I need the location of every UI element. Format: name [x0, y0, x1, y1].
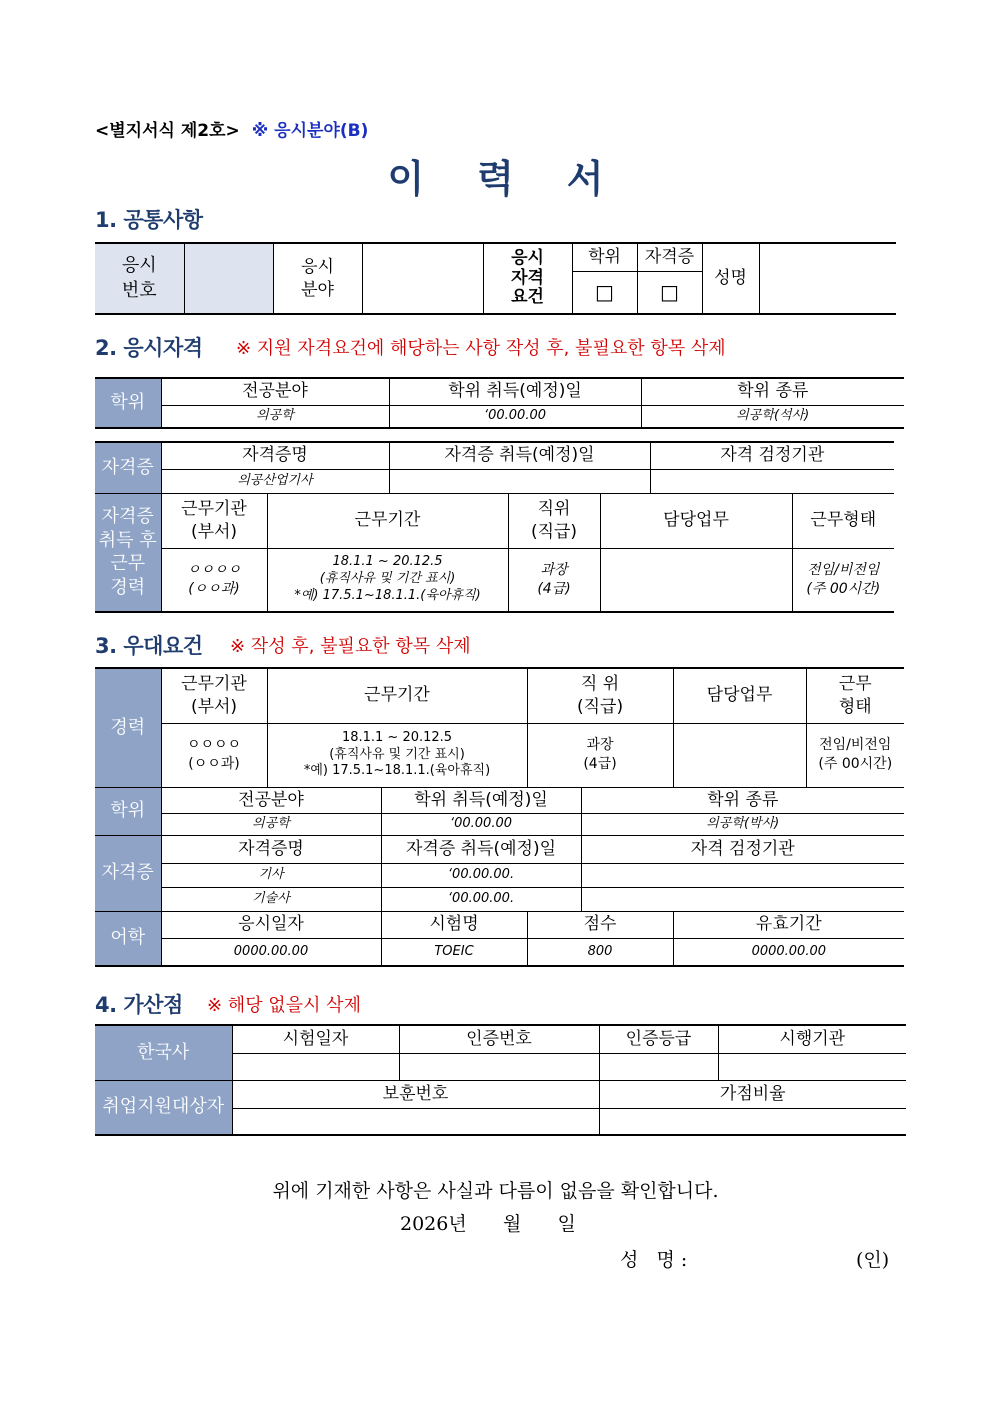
pref-degree-date-header: 학위 취득(예정)일 [381, 787, 581, 813]
pref-duty-value[interactable] [673, 723, 806, 787]
degree-date-header: 학위 취득(예정)일 [389, 378, 641, 405]
veteran-no-header: 보훈번호 [232, 1080, 599, 1108]
cert-agency-header: 자격 검정기관 [650, 442, 894, 469]
cert-header: 자격증 [637, 243, 702, 271]
pref-degree-type-header: 학위 종류 [581, 787, 904, 813]
pref-org-value[interactable]: ㅇㅇㅇㅇ (ㅇㅇ과) [161, 723, 267, 787]
career-label: 자격증 취득 후 근무 경력 [95, 493, 161, 612]
exam-field-input[interactable] [362, 243, 483, 314]
cert-name-value[interactable]: 의공산업기사 [161, 469, 389, 493]
history-agency-header: 시행기관 [718, 1025, 906, 1053]
degree-type-value[interactable]: 의공학(석사) [641, 405, 904, 428]
position-value[interactable]: 과장 (4급) [508, 548, 600, 612]
history-cert-no-header: 인증번호 [399, 1025, 599, 1053]
work-type-value[interactable]: 전임/비전임 (주 00시간) [792, 548, 894, 612]
pref-period-value[interactable]: 18.1.1 ~ 20.12.5 (휴직사유 및 기간 표시) *예) 17.5.1~18.1.1.(육아휴직) [267, 723, 527, 787]
org-value[interactable]: ㅇㅇㅇㅇ (ㅇㅇ과) [161, 548, 267, 612]
period-value[interactable]: 18.1.1 ~ 20.12.5 (휴직사유 및 기간 표시) *예) 17.5.1~18.1.1.(육아휴직) [267, 548, 508, 612]
pref-work-type-header: 근무 형태 [806, 668, 904, 723]
support-label: 취업지원대상자 [95, 1080, 232, 1135]
pref-position-header: 직 위 (직급) [527, 668, 673, 723]
form-label [95, 116, 368, 141]
section-3-heading: 3. 우대요건 [95, 634, 203, 658]
lang-date-value[interactable]: 0000.00.00 [161, 938, 381, 966]
cert-agency-value[interactable] [650, 469, 894, 493]
page-title: 이 력 서 [387, 157, 604, 201]
pref-cert-label: 자격증 [95, 835, 161, 911]
signature-label: 성 명 : [620, 1249, 688, 1271]
history-grade-header: 인증등급 [599, 1025, 718, 1053]
section-4-heading: 4. 가산점 [95, 993, 183, 1017]
pref-work-type-value[interactable]: 전임/비전임 (주 00시간) [806, 723, 904, 787]
field-tag: ※ 응시분야(B) [251, 121, 369, 141]
exam-number-field[interactable] [184, 243, 273, 314]
org-header: 근무기관 (부서) [161, 493, 267, 548]
section-1-heading: 1. 공통사항 [95, 208, 203, 232]
work-type-header: 근무형태 [792, 493, 894, 548]
pref-cert-date-1[interactable]: ‘00.00.00. [381, 863, 581, 887]
major-value[interactable]: 의공학 [161, 405, 389, 428]
degree-type-header: 학위 종류 [641, 378, 904, 405]
degree-date-value[interactable]: ‘00.00.00 [389, 405, 641, 428]
degree-checkbox[interactable]: □ [572, 271, 637, 314]
pref-cert-agency-header: 자격 검정기관 [581, 835, 904, 863]
section-4-note: ※ 해당 없을시 삭제 [207, 995, 361, 1016]
pref-degree-date-value[interactable]: ‘00.00.00 [381, 813, 581, 835]
lang-score-header: 점수 [527, 911, 673, 938]
history-cert-no-field[interactable] [399, 1053, 599, 1080]
history-label: 한국사 [95, 1025, 232, 1080]
cert-checkbox[interactable]: □ [637, 271, 702, 314]
pref-cert-name-header: 자격증명 [161, 835, 381, 863]
lang-valid-value[interactable]: 0000.00.00 [673, 938, 904, 966]
confirmation-text: 위에 기재한 사항은 사실과 다름이 없음을 확인합니다. [272, 1180, 719, 1202]
pref-major-header: 전공분야 [161, 787, 381, 813]
pref-degree-label: 학위 [95, 787, 161, 835]
exam-number-label: 응시 번호 [95, 243, 184, 314]
degree-header: 학위 [572, 243, 637, 271]
history-date-field[interactable] [232, 1053, 399, 1080]
lang-valid-header: 유효기간 [673, 911, 904, 938]
cert-name-header: 자격증명 [161, 442, 389, 469]
history-agency-field[interactable] [718, 1053, 906, 1080]
pref-cert-name-2[interactable]: 기술사 [161, 887, 381, 911]
requirement-label: 응시 자격 요건 [483, 243, 572, 314]
seal-mark: (인) [856, 1249, 890, 1271]
date-line: 2026년 월 일 [400, 1213, 576, 1235]
history-grade-field[interactable] [599, 1053, 718, 1080]
pref-period-header: 근무기간 [267, 668, 527, 723]
pref-career-label: 경력 [95, 668, 161, 787]
lang-date-header: 응시일자 [161, 911, 381, 938]
qualification-cert-career-table [95, 441, 894, 613]
pref-org-header: 근무기관 (부서) [161, 668, 267, 723]
name-field[interactable] [759, 243, 896, 314]
section-2-heading: 2. 응시자격 [95, 336, 203, 360]
pref-duty-header: 담당업무 [673, 668, 806, 723]
degree-label: 학위 [95, 378, 161, 428]
common-info-table [95, 242, 896, 315]
duty-value[interactable] [600, 548, 792, 612]
pref-position-value[interactable]: 과장 (4급) [527, 723, 673, 787]
cert-date-header: 자격증 취득(예정)일 [389, 442, 650, 469]
section-3-note: ※ 작성 후, 불필요한 항목 삭제 [230, 636, 471, 657]
veteran-no-field[interactable] [232, 1108, 599, 1135]
pref-cert-date-header: 자격증 취득(예정)일 [381, 835, 581, 863]
duty-header: 담당업무 [600, 493, 792, 548]
bonus-table [95, 1024, 906, 1136]
pref-degree-type-value[interactable]: 의공학(박사) [581, 813, 904, 835]
pref-cert-agency-2[interactable] [581, 887, 904, 911]
pref-cert-agency-1[interactable] [581, 863, 904, 887]
lang-label: 어학 [95, 911, 161, 966]
pref-cert-date-2[interactable]: ‘00.00.00. [381, 887, 581, 911]
period-header: 근무기간 [267, 493, 508, 548]
name-label: 성명 [702, 243, 759, 314]
preference-table [95, 667, 904, 967]
major-header: 전공분야 [161, 378, 389, 405]
history-date-header: 시험일자 [232, 1025, 399, 1053]
pref-major-value[interactable]: 의공학 [161, 813, 381, 835]
qualification-degree-table [95, 377, 904, 429]
form-number: <별지서식 제2호> [95, 121, 240, 141]
bonus-rate-header: 가점비율 [599, 1080, 906, 1108]
exam-field-label: 응시 분야 [273, 243, 362, 314]
lang-test-header: 시험명 [381, 911, 527, 938]
lang-test-value[interactable]: TOEIC [381, 938, 527, 966]
pref-cert-name-1[interactable]: 기사 [161, 863, 381, 887]
cert-label: 자격증 [95, 442, 161, 493]
cert-date-value[interactable] [389, 469, 650, 493]
section-2-note: ※ 지원 자격요건에 해당하는 사항 작성 후, 불필요한 항목 삭제 [236, 338, 726, 359]
position-header: 직위 (직급) [508, 493, 600, 548]
bonus-rate-field[interactable] [599, 1108, 906, 1135]
lang-score-value[interactable]: 800 [527, 938, 673, 966]
